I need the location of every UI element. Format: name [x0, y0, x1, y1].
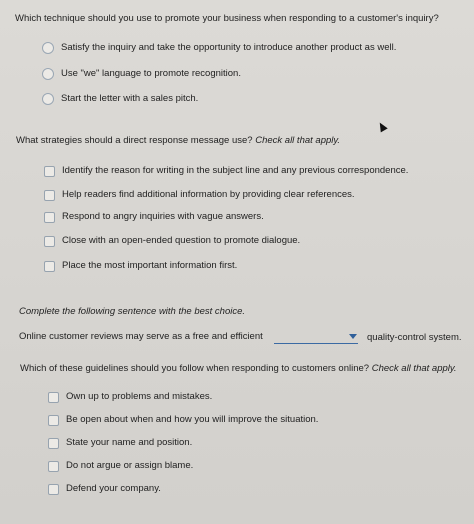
- option-label: Defend your company.: [66, 483, 161, 494]
- checkbox[interactable]: [44, 166, 55, 177]
- question-3-instruction: Complete the following sentence with the best choice.: [19, 306, 246, 317]
- question-3-sentence-end: quality-control system.: [367, 332, 462, 343]
- question-2-text: [16, 135, 340, 147]
- option-label: Be open about when and how you will improve the situation.: [66, 414, 319, 425]
- checkbox[interactable]: [44, 212, 55, 223]
- q4-option-2[interactable]: [48, 414, 318, 426]
- question-1-text: Which technique should you use to promote your business when responding to a customer's inquiry?: [15, 13, 439, 24]
- option-label: Close with an open-ended question to promote dialogue.: [62, 235, 301, 246]
- option-label: Use "we" language to promote recognition.: [61, 68, 241, 79]
- q1-option-1[interactable]: [42, 42, 396, 54]
- question-4-prompt: Which of these guidelines should you follow when responding to customers online?: [20, 363, 370, 374]
- option-label: Own up to problems and mistakes.: [66, 391, 213, 402]
- option-label: Respond to angry inquiries with vague answers.: [62, 211, 264, 222]
- question-4-text: [20, 363, 457, 375]
- q2-option-1[interactable]: [44, 165, 408, 177]
- radio-button[interactable]: [42, 42, 54, 54]
- q4-option-1[interactable]: [48, 391, 212, 403]
- option-label: Start the letter with a sales pitch.: [61, 93, 199, 104]
- option-label: Identify the reason for writing in the subject line and any previous correspondence.: [62, 165, 409, 176]
- option-label: Place the most important information first.: [62, 260, 238, 271]
- question-3-sentence-start: Online customer reviews may serve as a free and efficient: [19, 331, 263, 342]
- radio-button[interactable]: [42, 68, 54, 80]
- checkbox[interactable]: [44, 236, 55, 247]
- q4-option-4[interactable]: [48, 460, 193, 472]
- option-label: Help readers find additional information by providing clear references.: [62, 189, 355, 200]
- option-label: Satisfy the inquiry and take the opportunity to introduce another product as well.: [61, 42, 397, 53]
- mouse-cursor-icon: [376, 121, 387, 133]
- radio-button[interactable]: [42, 93, 54, 105]
- question-2-prompt: What strategies should a direct response message use?: [16, 135, 253, 146]
- q2-option-5[interactable]: [44, 260, 237, 272]
- q4-option-5[interactable]: [48, 483, 161, 495]
- q1-option-2[interactable]: [42, 68, 241, 80]
- question-4-hint: Check all that apply.: [371, 363, 457, 374]
- chevron-down-icon[interactable]: [349, 334, 357, 339]
- option-label: Do not argue or assign blame.: [66, 460, 194, 471]
- checkbox[interactable]: [48, 415, 59, 426]
- q1-option-3[interactable]: [42, 93, 198, 105]
- checkbox[interactable]: [48, 392, 59, 403]
- checkbox[interactable]: [48, 438, 59, 449]
- q4-option-3[interactable]: [48, 437, 192, 449]
- q2-option-2[interactable]: [44, 189, 355, 201]
- q2-option-4[interactable]: [44, 235, 300, 247]
- question-2-hint: Check all that apply.: [255, 135, 341, 146]
- checkbox[interactable]: [48, 484, 59, 495]
- checkbox[interactable]: [48, 461, 59, 472]
- checkbox[interactable]: [44, 261, 55, 272]
- q2-option-3[interactable]: [44, 211, 264, 223]
- option-label: State your name and position.: [66, 437, 193, 448]
- checkbox[interactable]: [44, 190, 55, 201]
- answer-dropdown[interactable]: [274, 333, 358, 344]
